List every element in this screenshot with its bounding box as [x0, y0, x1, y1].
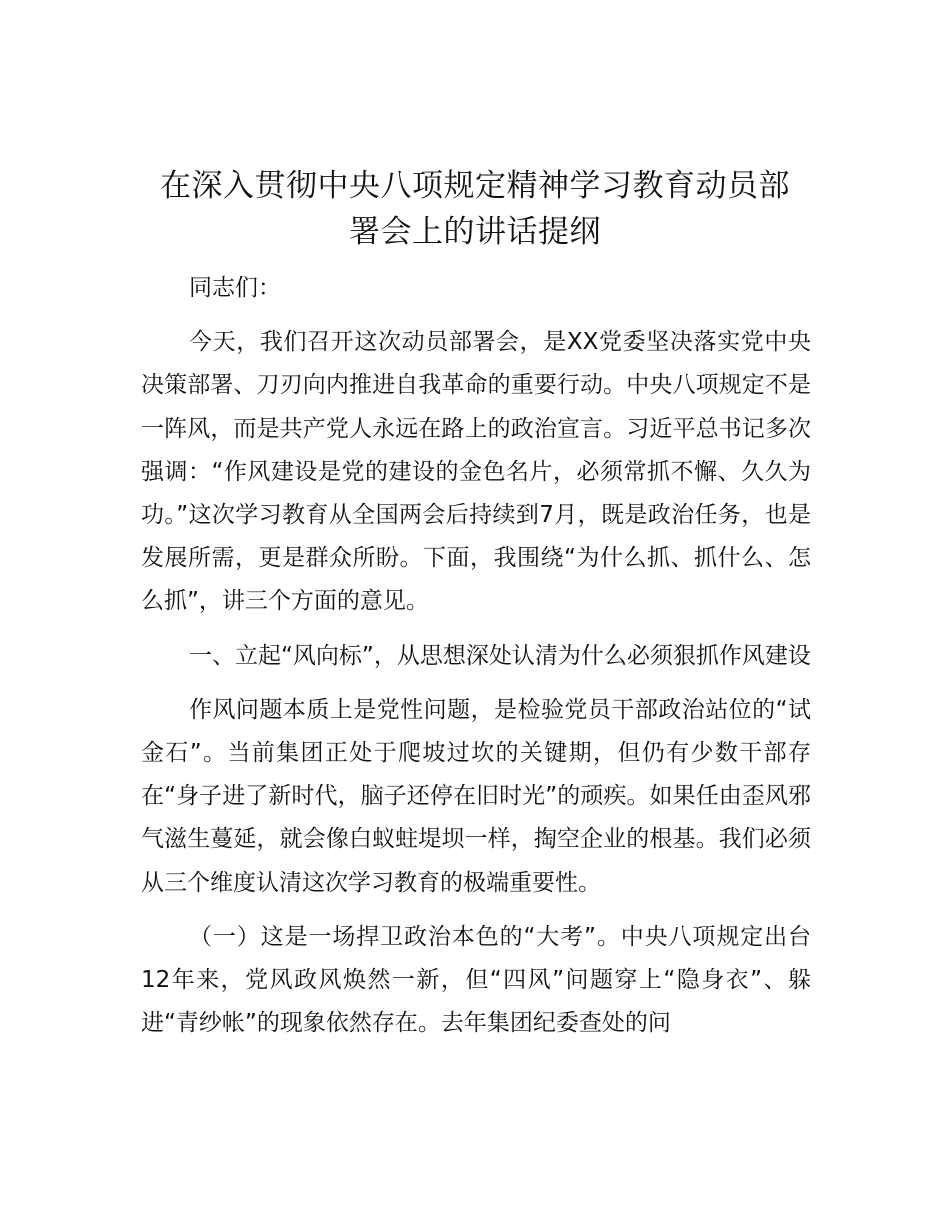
- salutation: 同志们：: [189, 275, 281, 301]
- section-heading-1: 一、立起“风向标”，从思想深处认清为什么必须狠抓作风建设: [189, 642, 811, 669]
- title-line-1: 在深入贯彻中央八项规定精神学习教育动员部: [160, 168, 790, 204]
- paragraph-subsection-1: （一）这是一场捍卫政治本色的“大考”。中央八项规定出台12年来，党风政风焕然一新，但“四风”问题穿上“隐身衣”、躲进“青纱帐”的现象依然存在。去年集团纪委查处的问: [141, 923, 811, 1037]
- paragraph-section-1: 作风问题本质上是党性问题，是检验党员干部政治站位的“试金石”。当前集团正处于爬坡过坎的关键期，但仍有少数干部存在“身子进了新时代，脑子还停在旧时光”的顽疾。如果任由歪风邪气滋生蔓延，就会像白蚁蛀堤坝一样，掏空企业的根基。我们必须从三个维度认清这次学习教育的极端重要性。: [141, 696, 811, 896]
- title-line-2: 署会上的讲话提纲: [349, 214, 601, 250]
- document-title: [130, 163, 820, 255]
- paragraph-opening: 今天，我们召开这次动员部署会，是XX党委坚决落实党中央决策部署、刀刃向内推进自我革命的重要行动。中央八项规定不是一阵风，而是共产党人永远在路上的政治宣言。习近平总书记多次强调：“作风建设是党的建设的金色名片，必须常抓不懈、久久为功。”这次学习教育从全国两会后持续到7月，既是政治任务，也是发展所需，更是群众所盼。下面，我围绕“为什么抓、抓什么、怎么抓”，讲三个方面的意见。: [141, 329, 811, 615]
- document-body: [141, 267, 811, 1045]
